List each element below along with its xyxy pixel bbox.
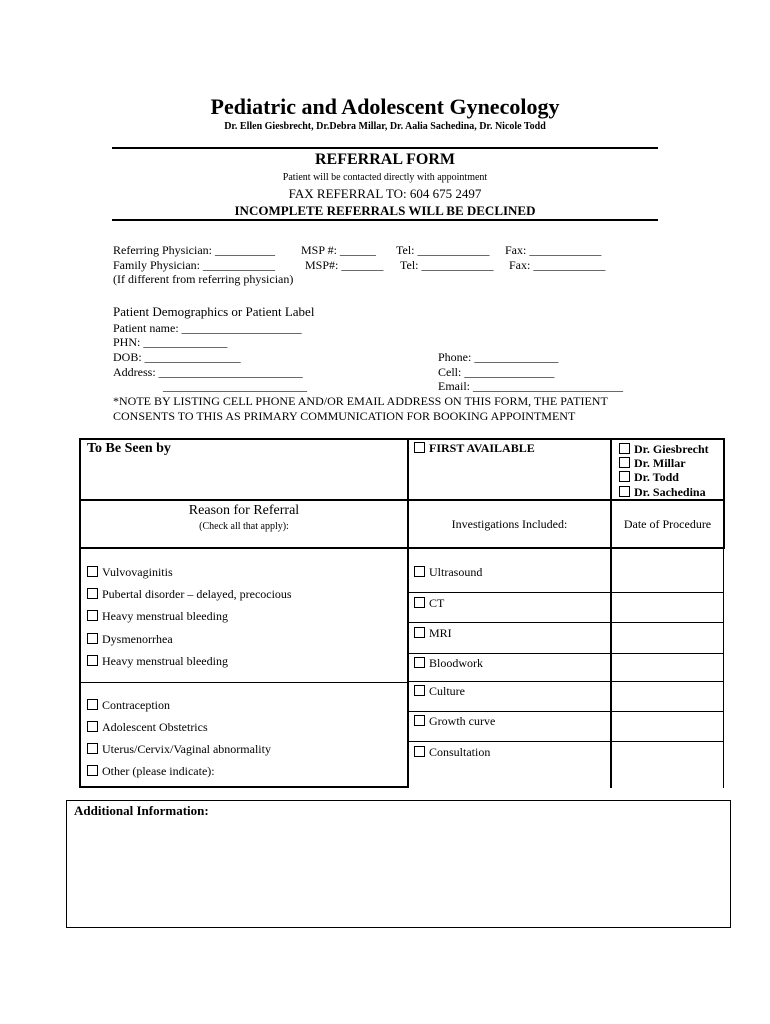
inv-row-line-4	[408, 681, 724, 682]
dob-field[interactable]: DOB: ________________	[113, 350, 241, 364]
header-rule-top	[112, 147, 658, 149]
reason-heading: Reason for Referral	[188, 503, 300, 518]
table-border-bottom	[79, 786, 409, 788]
demographics-heading: Patient Demographics or Patient Label	[113, 304, 315, 319]
checkbox-icon[interactable]	[87, 588, 98, 599]
checkbox-icon[interactable]	[414, 566, 425, 577]
reason-contraception[interactable]	[87, 698, 170, 713]
checkbox-icon[interactable]	[87, 566, 98, 577]
reason-label: Dysmenorrhea	[102, 632, 173, 646]
table-divider-1	[407, 438, 409, 788]
inv-row-line-6	[408, 741, 724, 742]
date-heading: Date of Procedure	[623, 517, 712, 531]
reason-label: Heavy menstrual bleeding	[102, 609, 228, 623]
inv-row-line-2	[408, 622, 724, 623]
table-border-top	[79, 438, 725, 440]
inv-row-line-5	[408, 711, 724, 712]
reason-label: Uterus/Cervix/Vaginal abnormality	[102, 742, 271, 756]
doctor-option-label: Dr. Sachedina	[634, 485, 706, 499]
reason-heavy-bleeding[interactable]	[87, 609, 228, 624]
address-field[interactable]: Address: ________________________	[113, 365, 303, 379]
reason-label: Vulvovaginitis	[102, 565, 173, 579]
investigation-label: MRI	[429, 626, 452, 640]
referring-tel-field[interactable]: Tel: ____________	[396, 243, 490, 257]
clinic-title: Pediatric and Adolescent Gynecology	[210, 94, 560, 119]
cell-field[interactable]: Cell: _______________	[438, 365, 555, 379]
referring-msp-field[interactable]: MSP #: ______	[301, 243, 376, 257]
reason-label: Contraception	[102, 698, 170, 712]
investigation-growth-curve[interactable]	[414, 714, 495, 729]
if-different-note: (If different from referring physician)	[113, 272, 294, 286]
checkbox-icon[interactable]	[414, 746, 425, 757]
checkbox-icon[interactable]	[619, 443, 630, 454]
referring-fax-field[interactable]: Fax: ____________	[505, 243, 602, 257]
investigation-label: Bloodwork	[429, 656, 483, 670]
checkbox-icon[interactable]	[87, 633, 98, 644]
checkbox-icon[interactable]	[87, 699, 98, 710]
incomplete-warning: INCOMPLETE REFERRALS WILL BE DECLINED	[234, 203, 536, 218]
consent-note-line2: CONSENTS TO THIS AS PRIMARY COMMUNICATION FOR BOOKING APPOINTMENT	[113, 409, 576, 423]
fax-number: FAX REFERRAL TO: 604 675 2497	[288, 186, 482, 201]
doctor-option-label: Dr. Millar	[634, 456, 686, 470]
investigation-consultation[interactable]	[414, 745, 490, 760]
first-available-label: FIRST AVAILABLE	[429, 441, 535, 455]
doctor-option-giesbrecht[interactable]	[619, 442, 709, 457]
checkbox-icon[interactable]	[414, 597, 425, 608]
inv-row-line-1	[408, 592, 724, 593]
reason-other[interactable]	[87, 764, 215, 779]
investigation-label: Consultation	[429, 745, 491, 759]
date-col-right-border	[723, 548, 724, 788]
doctor-option-millar[interactable]	[619, 456, 686, 471]
reason-group-separator	[79, 682, 409, 683]
investigations-heading: Investigations Included:	[451, 517, 568, 531]
additional-info-label: Additional Information:	[74, 803, 209, 818]
first-available-option[interactable]	[414, 441, 535, 456]
checkbox-icon[interactable]	[87, 610, 98, 621]
investigation-bloodwork[interactable]	[414, 656, 483, 671]
investigation-ct[interactable]	[414, 596, 444, 611]
doctor-option-todd[interactable]	[619, 470, 679, 485]
reason-pubertal-disorder[interactable]	[87, 587, 292, 602]
reason-vulvovaginitis[interactable]	[87, 565, 173, 580]
checkbox-icon[interactable]	[87, 743, 98, 754]
reason-uterus-abnormality[interactable]	[87, 742, 271, 757]
doctor-option-label: Dr. Todd	[634, 470, 679, 484]
additional-info-box[interactable]	[66, 800, 731, 928]
investigation-ultrasound[interactable]	[414, 565, 482, 580]
checkbox-icon[interactable]	[619, 486, 630, 497]
checkbox-icon[interactable]	[414, 685, 425, 696]
reason-label: Pubertal disorder – delayed, precocious	[102, 587, 292, 601]
checkbox-icon[interactable]	[87, 765, 98, 776]
table-border-right	[723, 438, 725, 548]
referring-physician-field[interactable]: Referring Physician: __________	[113, 243, 275, 257]
patient-name-field[interactable]: Patient name: ____________________	[113, 321, 302, 335]
table-border-left	[79, 438, 81, 788]
investigation-culture[interactable]	[414, 684, 465, 699]
checkbox-icon[interactable]	[414, 627, 425, 638]
table-divider-2	[610, 438, 612, 788]
doctor-option-sachedina[interactable]	[619, 485, 706, 500]
inv-row-line-3	[408, 653, 724, 654]
checkbox-icon[interactable]	[414, 442, 425, 453]
investigation-label: Growth curve	[429, 714, 496, 728]
checkbox-icon[interactable]	[619, 471, 630, 482]
reason-label: Heavy menstrual bleeding	[102, 654, 228, 668]
reason-subheading: (Check all that apply):	[199, 521, 289, 532]
investigation-label: Culture	[429, 684, 465, 698]
consent-note-line1: *NOTE BY LISTING CELL PHONE AND/OR EMAIL ADDRESS ON THIS FORM, THE PATIENT	[113, 394, 608, 408]
phone-field[interactable]: Phone: ______________	[438, 350, 559, 364]
reason-adolescent-obstetrics[interactable]	[87, 720, 208, 735]
doctor-list: Dr. Ellen Giesbrecht, Dr.Debra Millar, Dr. Aalia Sachedina, Dr. Nicole Todd	[224, 121, 546, 132]
table-row-line-2	[79, 547, 725, 549]
header-rule-bottom	[112, 219, 658, 221]
phn-field[interactable]: PHN: ______________	[113, 335, 228, 349]
doctor-option-label: Dr. Giesbrecht	[634, 442, 709, 456]
email-field[interactable]: Email: _________________________	[438, 379, 623, 393]
reason-label: Other (please indicate):	[102, 764, 215, 778]
reason-dysmenorrhea[interactable]	[87, 632, 173, 647]
form-title: REFERRAL FORM	[315, 151, 455, 168]
family-fax-field[interactable]: Fax: ____________	[509, 258, 606, 272]
reason-label: Adolescent Obstetrics	[102, 720, 208, 734]
address-line2-field[interactable]: ________________________	[163, 379, 307, 393]
checkbox-icon[interactable]	[87, 655, 98, 666]
reason-heavy-bleeding-2[interactable]	[87, 654, 228, 669]
family-msp-field[interactable]: MSP#: _______	[305, 258, 384, 272]
to-be-seen-label: To Be Seen by	[87, 441, 171, 456]
checkbox-icon[interactable]	[87, 721, 98, 732]
investigation-mri[interactable]	[414, 626, 452, 641]
checkbox-icon[interactable]	[619, 457, 630, 468]
checkbox-icon[interactable]	[414, 715, 425, 726]
family-tel-field[interactable]: Tel: ____________	[400, 258, 494, 272]
investigation-label: Ultrasound	[429, 565, 483, 579]
contact-note: Patient will be contacted directly with appointment	[282, 172, 488, 183]
investigation-label: CT	[429, 596, 445, 610]
checkbox-icon[interactable]	[414, 657, 425, 668]
family-physician-field[interactable]: Family Physician: ____________	[113, 258, 275, 272]
